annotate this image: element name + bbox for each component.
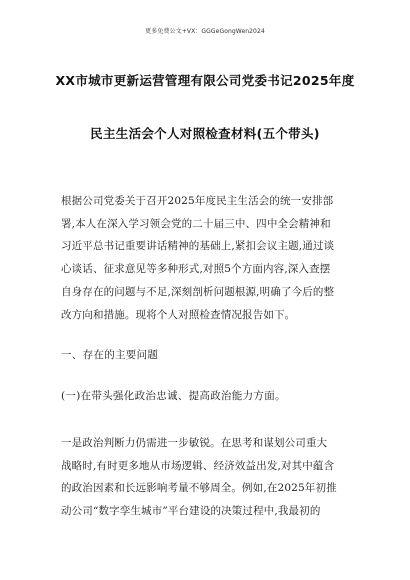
body-line: 一是政治判断力仍需进一步敏锐。在思考和谋划公司重大 [61, 437, 328, 449]
intro-line: 根据公司党委关于召开2025年度民主生活会的统一安排部 [61, 195, 334, 207]
intro-line: 署,本人在深入学习领会党的二十届三中、四中全会精神和 [61, 217, 331, 230]
intro-line: 改方向和措施。现将个人对照检查情况报告如下。 [61, 308, 296, 321]
document-title-line-1: XX市城市更新运营管理有限公司党委书记2025年度 [55, 73, 355, 88]
section-heading: 一、存在的主要问题 [61, 349, 159, 361]
body-paragraph [61, 432, 351, 523]
body-line: 战略时,有时更多地从市场逻辑、经济效益出发,对其中蕴含 [61, 459, 335, 472]
subsection-heading: (一)在带头强化政治忠诚、提高政治能力方面。 [61, 390, 286, 402]
intro-paragraph [61, 190, 351, 326]
document-title-line-2: 民主生活会个人对照检查材料(五个带头) [90, 126, 320, 141]
header-note: 更多免费公文+VX：GGGeGongWen2024 [145, 28, 265, 35]
intro-line: 心谈话、征求意见等多种形式,对照5个方面内容,深入查摆 [61, 263, 331, 276]
body-line: 的政治因素和长远影响考量不够周全。例如,在2025年初推 [61, 482, 337, 495]
intro-line: 习近平总书记重要讲话精神的基础上,紧扣会议主题,通过谈 [61, 240, 335, 253]
intro-line: 自身存在的问题与不足,深刻剖析问题根源,明确了今后的整 [61, 285, 335, 298]
body-line: 动公司“数字孪生城市”平台建设的决策过程中,我最初的 [61, 505, 321, 518]
